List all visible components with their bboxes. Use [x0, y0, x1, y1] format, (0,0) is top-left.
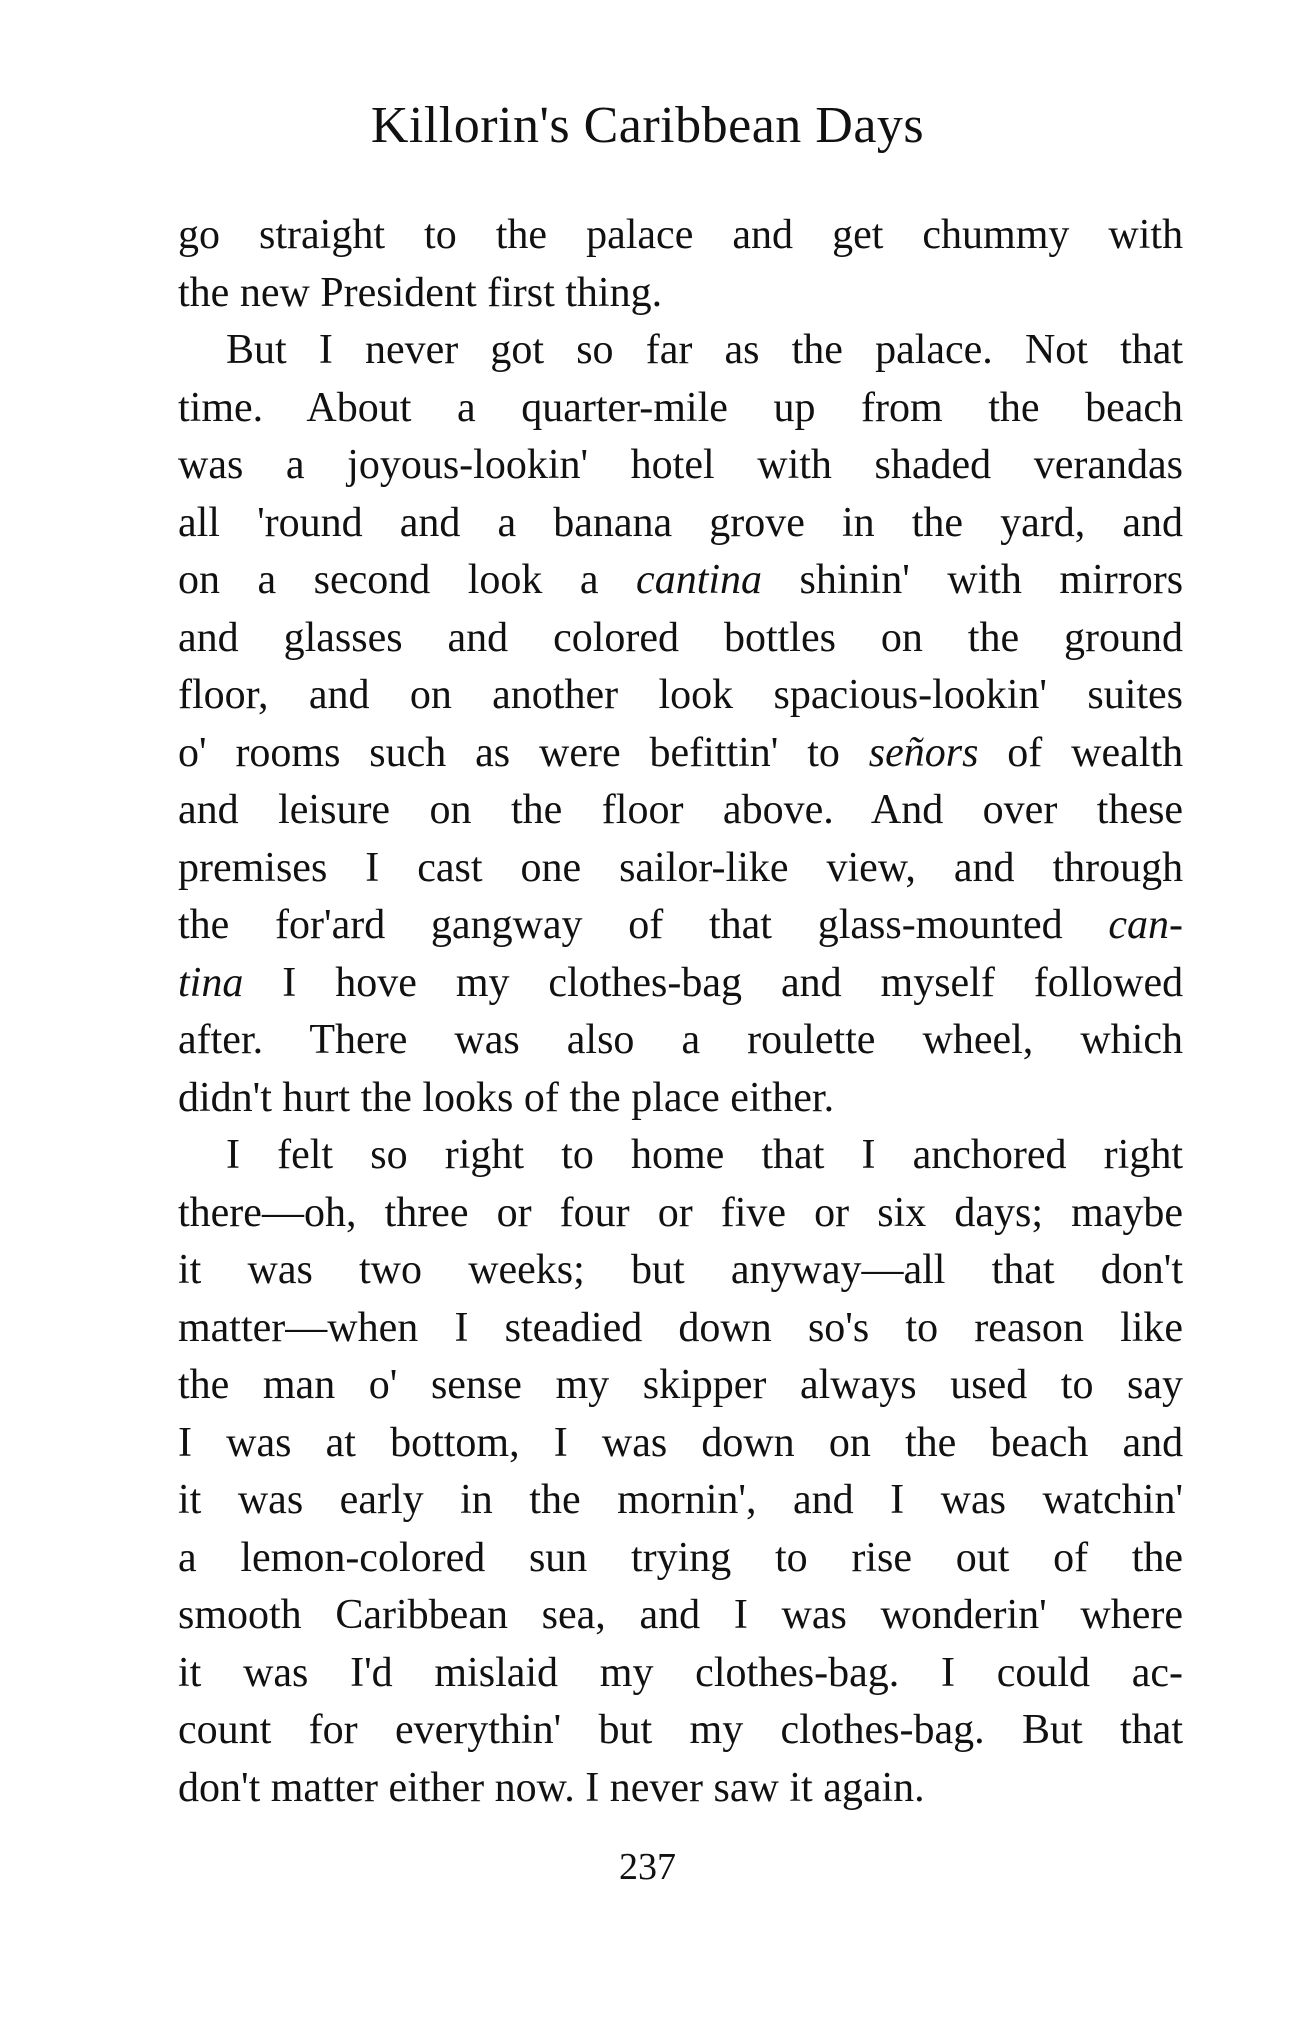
text-line-17: I felt so right to home that I anchored right [226, 1132, 1183, 1178]
text-line-3: But I never got so far as the palace. Not that [226, 327, 1183, 373]
text-line-7: on a second look a cantina shinin' with mirrors [178, 557, 1183, 603]
text-line-8: and glasses and colored bottles on the ground [178, 614, 1183, 661]
text-line-4: time. About a quarter-mile up from the beach [178, 384, 1183, 431]
text-line-19: it was two weeks; but anyway—all that don't [178, 1247, 1183, 1293]
body-text [178, 207, 1183, 1817]
text-line-27: count for everythin' but my clothes-bag. But that [178, 1707, 1183, 1753]
text-line-28: don't matter either now. I never saw it again. [178, 1764, 925, 1811]
text-line-1: go straight to the palace and get chummy with [178, 212, 1183, 258]
text-line-16: didn't hurt the looks of the place either. [178, 1074, 835, 1121]
text-line-23: it was early in the mornin', and I was watchin' [178, 1477, 1183, 1523]
text-line-15: after. There was also a roulette wheel, which [178, 1017, 1183, 1063]
text-line-10: o' rooms such as were befittin' to señors of wealth [178, 729, 1183, 776]
text-line-13: the for'ard gangway of that glass-mounted can- [178, 902, 1183, 948]
text-line-12: premises I cast one sailor-like view, and through [178, 844, 1183, 891]
page-number: 237 [619, 1846, 676, 1888]
text-line-5: was a joyous-lookin' hotel with shaded verandas [178, 442, 1183, 488]
text-line-21: the man o' sense my skipper always used to say [178, 1362, 1183, 1408]
text-line-18: there—oh, three or four or five or six days; maybe [178, 1189, 1183, 1236]
text-line-2: the new President first thing. [178, 269, 663, 316]
text-line-22: I was at bottom, I was down on the beach and [178, 1419, 1183, 1466]
text-line-24: a lemon-colored sun trying to rise out of the [178, 1534, 1183, 1581]
text-line-11: and leisure on the floor above. And over these [178, 787, 1183, 833]
text-line-20: matter—when I steadied down so's to reason like [178, 1304, 1183, 1351]
text-line-9: floor, and on another look spacious-lookin' suites [178, 672, 1183, 718]
text-line-14: tina I hove my clothes-bag and myself followed [178, 959, 1183, 1006]
running-head-title: Killorin's Caribbean Days [370, 97, 925, 154]
text-line-26: it was I'd mislaid my clothes-bag. I could ac- [178, 1649, 1183, 1696]
text-line-25: smooth Caribbean sea, and I was wonderin' where [178, 1592, 1183, 1638]
text-line-6: all 'round and a banana grove in the yard, and [178, 499, 1183, 546]
